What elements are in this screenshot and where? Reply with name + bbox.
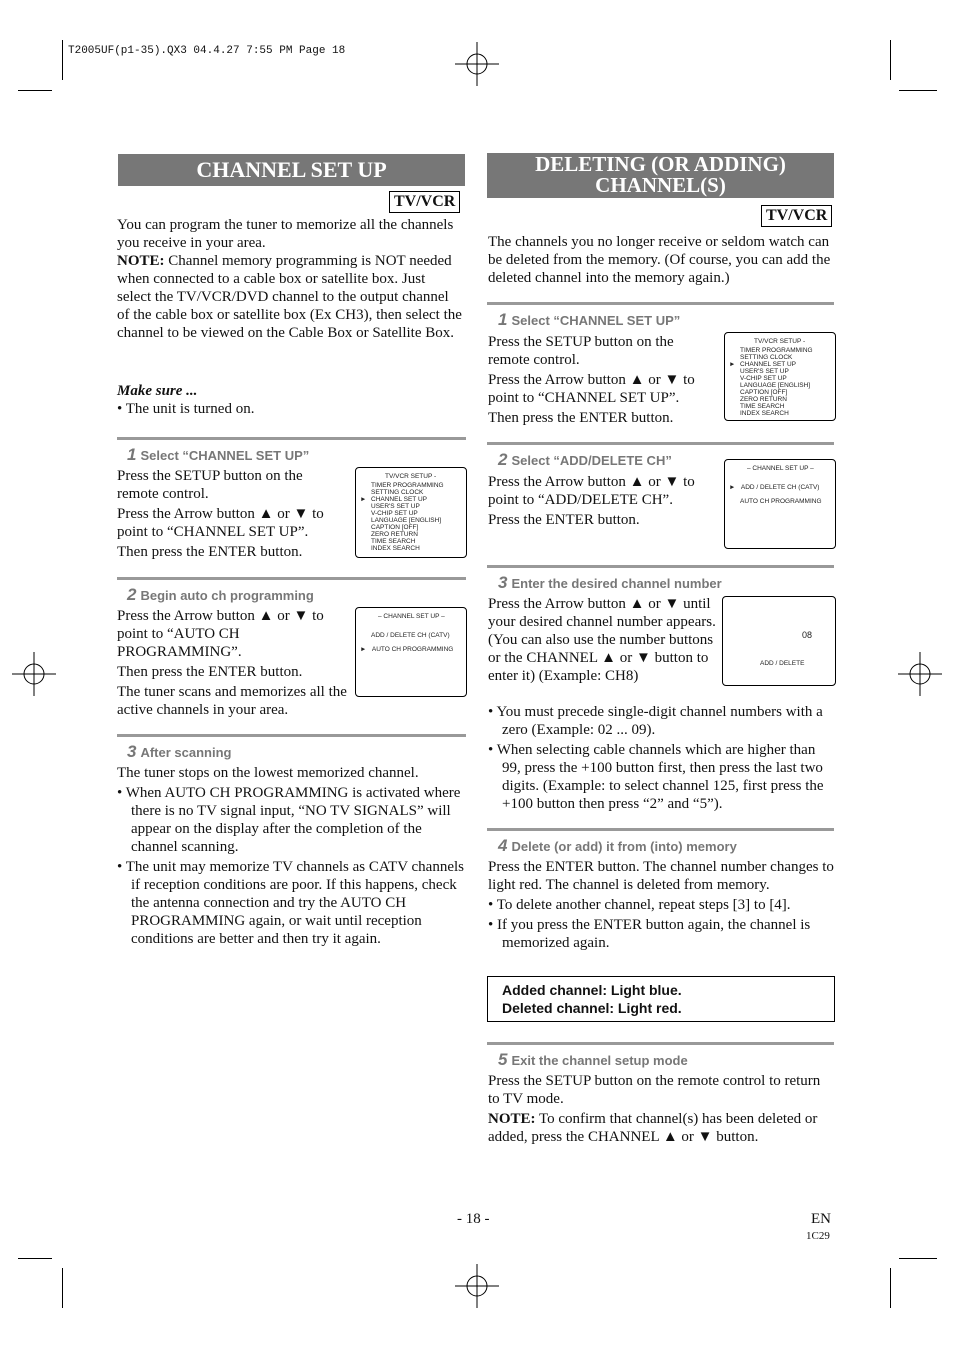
osd-channel-display <box>722 596 836 686</box>
intro-block <box>117 216 463 342</box>
step-bullets <box>488 703 834 813</box>
cursor-icon: ► <box>360 496 367 503</box>
step-title: After scanning <box>140 745 232 760</box>
step-body <box>488 333 716 427</box>
step-number: 5 <box>498 1050 508 1069</box>
step-title: Select “CHANNEL SET UP” <box>140 448 310 463</box>
mode-badge: TV/VCR <box>389 191 460 213</box>
step-divider <box>117 577 466 580</box>
crop-mark <box>62 1268 63 1308</box>
step-heading <box>127 445 309 465</box>
step-title: Delete (or add) it from (into) memory <box>511 839 737 854</box>
step-title: Begin auto ch programming <box>140 588 314 603</box>
step-body <box>488 858 834 952</box>
bullet-item: • You must precede single-digit channel numbers with a zero (Example: 02 ... 09). <box>488 704 823 738</box>
osd-channel-setup: – CHANNEL SET UP – ADD / DELETE CH (CATV) ► AUTO CH PROGRAMMING <box>355 607 467 697</box>
osd-setup-menu: TV/VCR SETUP - TIMER PROGRAMMING SETTING CLOCK ► CHANNEL SET UP USER'S SET UP V-CHIP SET UP LANGUAGE [ENGLISH] CAPTION [OFF] ZERO RETURN TIME SEARCH INDEX SEARCH <box>724 332 836 421</box>
step-line: Press the Arrow button ▲ or ▼ to point to “CHANNEL SET UP”. <box>117 506 324 540</box>
bullet-item: • When selecting cable channels which are higher than 99, press the +100 button first, then press the last two digits. (Example: to select channel 125, first press the +100 button then press “2” and “5”). <box>488 742 824 812</box>
intro-text: You can program the tuner to memorize all the channels you receive in your area. <box>117 217 454 251</box>
make-sure-block <box>117 382 463 418</box>
bullet-item: • The unit may memorize TV channels as CATV channels if reception conditions are poor. If this happens, check the antenna connection and try the AUTO CH PROGRAMMING again, or wait until reception conditions are better and then try it again. <box>117 859 464 947</box>
step-line: Press the SETUP button on the remote control. <box>488 334 674 368</box>
color-legend-box <box>487 976 835 1022</box>
step-heading <box>498 1050 688 1070</box>
note-paragraph <box>117 252 463 342</box>
step-divider <box>117 437 466 440</box>
step-heading <box>127 742 231 762</box>
osd-setup-menu: TV/VCR SETUP - TIMER PROGRAMMING SETTING CLOCK ► CHANNEL SET UP USER'S SET UP V-CHIP SET UP LANGUAGE [ENGLISH] CAPTION [OFF] ZERO RETURN TIME SEARCH INDEX SEARCH <box>355 467 467 558</box>
step-divider <box>117 734 466 737</box>
bullet-item: • When AUTO CH PROGRAMMING is activated where there is no TV signal input, “NO TV SIGNALS” will appear on the display after the completion of the channel scanning. <box>117 785 461 855</box>
crop-mark <box>890 40 891 80</box>
step-line: Press the SETUP button on the remote control to return to TV mode. <box>488 1073 821 1107</box>
registration-mark-icon <box>455 1264 499 1308</box>
crop-mark <box>899 1258 937 1259</box>
crop-mark <box>890 1268 891 1308</box>
print-slug: T2005UF(p1-35).QX3 04.4.27 7:55 PM Page 18 <box>68 45 346 57</box>
step-line: Press the ENTER button. The channel number changes to light red. The channel is deleted from memory. <box>488 859 834 893</box>
step-number: 2 <box>127 585 137 604</box>
bullet-item: • If you press the ENTER button again, the channel is memorized again. <box>488 917 811 951</box>
page-number: - 18 - <box>457 1211 490 1227</box>
registration-mark-icon <box>898 652 942 696</box>
cursor-icon: ► <box>360 646 367 653</box>
bullet-item: • To delete another channel, repeat steps [3] to [4]. <box>488 897 791 913</box>
step-body: Press the Arrow button ▲ or ▼ until your desired channel number appears. (You can also use the number buttons or the CHANNEL ▲ or ▼ button to enter it) (Example: CH8) <box>488 596 716 684</box>
step-divider <box>487 1042 834 1045</box>
step-line: The tuner stops on the lowest memorized channel. <box>117 765 419 781</box>
step-divider <box>487 302 834 305</box>
note-text: Channel memory programming is NOT needed when connected to a cable box or satellite box. Just select the TV/VCR/DVD channel to the output channel of the cable box or satellite box (Ex CH3), then select the channel to be viewed on the Cable Box or Satellite Box. <box>117 253 462 341</box>
cursor-icon: ► <box>729 484 736 491</box>
step-line: Press the ENTER button. <box>488 512 640 528</box>
note-paragraph <box>488 1110 834 1146</box>
make-sure-item: • The unit is turned on. <box>117 401 255 417</box>
step-heading <box>498 310 680 330</box>
crop-mark <box>18 90 52 91</box>
crop-mark <box>899 90 937 91</box>
cursor-icon: ► <box>729 361 736 368</box>
step-body <box>488 473 716 529</box>
step-title: Select “ADD/DELETE CH” <box>511 453 672 468</box>
step-body <box>117 764 466 948</box>
step-divider <box>487 828 834 831</box>
step-number: 4 <box>498 836 508 855</box>
step-line: Then press the ENTER button. <box>488 410 674 426</box>
step-body <box>117 607 349 719</box>
step-number: 2 <box>498 450 508 469</box>
crop-mark <box>18 1258 52 1259</box>
step-line: The tuner scans and memorizes all the active channels in your area. <box>117 684 347 718</box>
crop-mark <box>62 40 63 80</box>
step-number: 3 <box>127 742 137 761</box>
legend-line: Deleted channel: Light red. <box>502 1000 682 1016</box>
section-title <box>487 153 834 198</box>
document-code: 1C29 <box>806 1230 830 1242</box>
step-title: Exit the channel setup mode <box>511 1053 688 1068</box>
language-code: EN <box>811 1211 831 1227</box>
step-line: Press the Arrow button ▲ or ▼ to point to “CHANNEL SET UP”. <box>488 372 695 406</box>
registration-mark-icon <box>12 652 56 696</box>
step-number: 3 <box>498 573 508 592</box>
step-body <box>488 1072 834 1146</box>
section-title: CHANNEL SET UP <box>118 154 465 186</box>
osd-label: ADD / DELETE <box>760 660 805 667</box>
mode-badge: TV/VCR <box>761 205 832 227</box>
step-divider <box>487 442 834 445</box>
note-label: NOTE: <box>117 253 165 269</box>
step-heading <box>498 573 722 593</box>
step-title: Enter the desired channel number <box>511 576 722 591</box>
step-heading <box>127 585 314 605</box>
step-title: Select “CHANNEL SET UP” <box>511 313 681 328</box>
registration-mark-icon <box>455 42 499 86</box>
note-label: NOTE: <box>488 1111 536 1127</box>
step-line: Press the Arrow button ▲ or ▼ to point to “ADD/DELETE CH”. <box>488 474 695 508</box>
note-text: To confirm that channel(s) has been deleted or added, press the CHANNEL ▲ or ▼ button. <box>488 1111 818 1145</box>
make-sure-heading: Make sure ... <box>117 383 198 399</box>
intro-text: The channels you no longer receive or seldom watch can be deleted from the memory. (Of course, you can add the deleted channel into the memory again.) <box>488 234 831 286</box>
step-number: 1 <box>498 310 508 329</box>
step-line: Then press the ENTER button. <box>117 664 303 680</box>
step-body <box>117 467 345 561</box>
channel-number: 08 <box>802 630 813 640</box>
section-title-line: DELETING (OR ADDING) <box>535 152 786 176</box>
step-number: 1 <box>127 445 137 464</box>
section-title-line: CHANNEL(S) <box>595 173 726 197</box>
step-line: Then press the ENTER button. <box>117 544 303 560</box>
step-line: Press the Arrow button ▲ or ▼ to point to “AUTO CH PROGRAMMING”. <box>117 608 324 660</box>
step-divider <box>487 565 834 568</box>
osd-channel-setup: – CHANNEL SET UP – ► ADD / DELETE CH (CATV) AUTO CH PROGRAMMING <box>724 459 836 549</box>
step-line: Press the SETUP button on the remote control. <box>117 468 303 502</box>
legend-line: Added channel: Light blue. <box>502 982 682 998</box>
step-heading <box>498 450 672 470</box>
step-heading <box>498 836 737 856</box>
